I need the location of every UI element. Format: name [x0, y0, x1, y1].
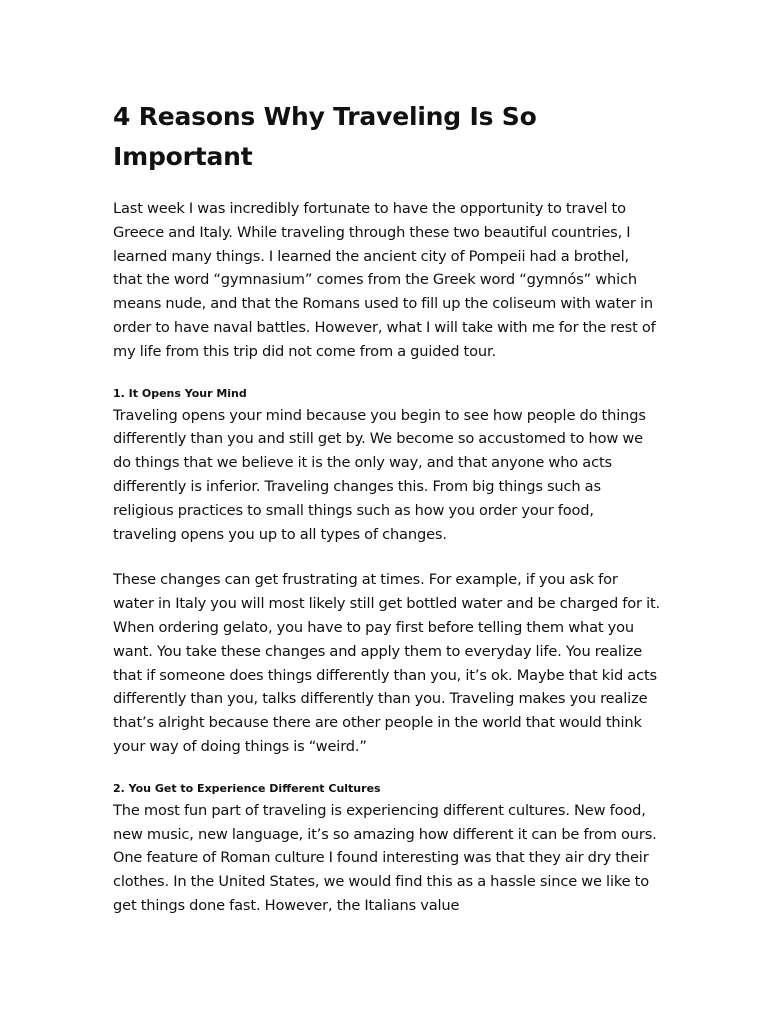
- section-open-mind-paragraph-2: These changes can get frustrating at times. For example, if you ask for water in Italy you will most likely still get bottled water and be charged for it. When ordering gelato, you have to pay first before telling them what you want. You take these changes and apply them to everyday life. You realize that if someone does things differently than you, it’s ok. Maybe that kid acts differently than you, talks differently than you. Traveling makes you realize that’s alright because there are other people in the world that would think your way of doing things is “weird.”: [113, 571, 661, 755]
- intro-paragraph: Last week I was incredibly fortunate to have the opportunity to travel to Greece and Italy. While traveling through these two beautiful countries, I learned many things. I learned the ancient city of Pompeii had a brothel, that the word “gymnasium” comes from the Greek word “gymnós” which means nude, and that the Romans used to fill up the coliseum with water in order to have naval battles. However, what I will take with me for the rest of my life from this trip did not come from a guided tour.: [113, 200, 656, 360]
- article-title: 4 Reasons Why Traveling Is So Important: [113, 102, 537, 171]
- section-cultures-paragraph-1: The most fun part of traveling is experiencing different cultures. New food, new music, new language, it’s so amazing how different it can be from ours. One feature of Roman culture I found interesting was that they air dry their clothes. In the United States, we would find this as a hassle since we like to get things done fast. However, the Italians value: [113, 801, 657, 914]
- section-open-mind-paragraph-1: Traveling opens your mind because you begin to see how people do things differently than you and still get by. We become so accustomed to how we do things that we believe it is the only way, and that anyone who acts differently is inferior. Traveling changes this. From big things such as religious practices to small things such as how you order your food, traveling opens you up to all types of changes.: [113, 406, 646, 543]
- section-heading-open-mind: 1. It Opens Your Mind: [113, 386, 247, 400]
- document-page: [113, 97, 661, 928]
- section-heading-cultures: 2. You Get to Experience Different Cultures: [113, 781, 381, 795]
